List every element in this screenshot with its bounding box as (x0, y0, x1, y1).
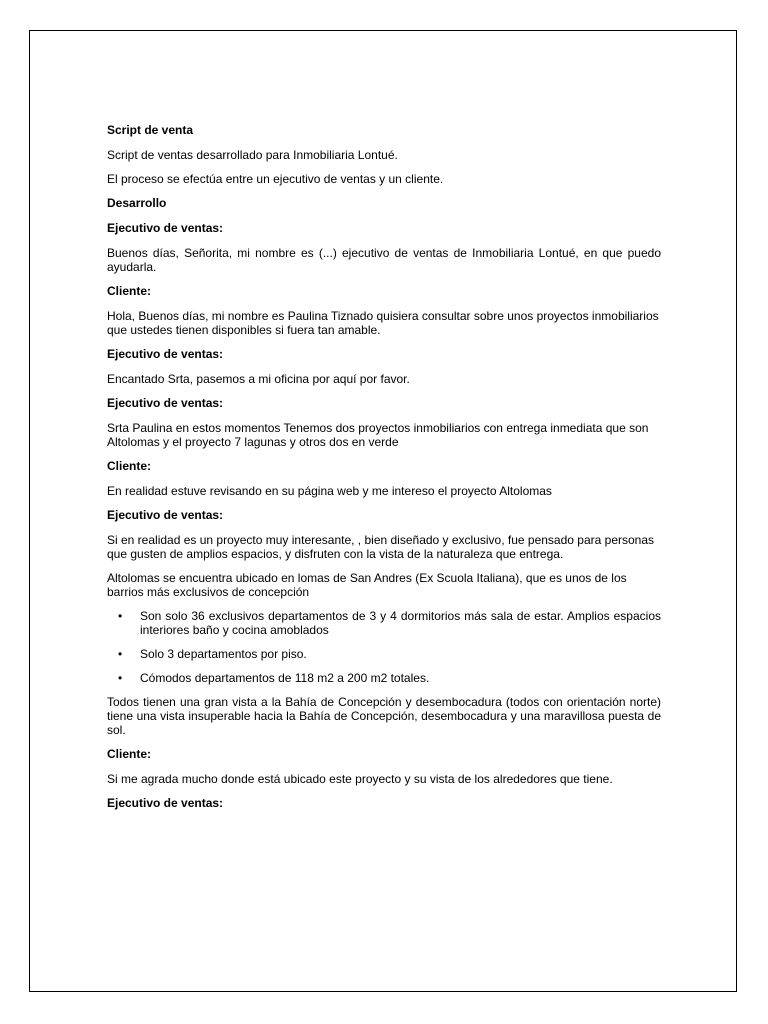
speaker-label: Ejecutivo de ventas: (107, 508, 224, 522)
speaker-label: Ejecutivo de ventas: (107, 347, 224, 361)
speaker-label: Cliente: (107, 284, 152, 298)
list-item-text: Son solo 36 exclusivos departamentos de 3 y 4 dormitorios más sala de estar. Amplios espacios interiores baño y cocina amoblados (140, 609, 661, 637)
speaker-label: Ejecutivo de ventas: (107, 221, 224, 235)
speaker-label: Cliente: (107, 747, 152, 761)
dialogue-text: Si en realidad es un proyecto muy interesante, , bien diseñado y exclusivo, fue pensado para personas que gusten de amplios espacios, y disfruten con la vista de la naturaleza que entrega. (107, 533, 655, 561)
speaker-label: Ejecutivo de ventas: (107, 396, 224, 410)
features-list (107, 609, 661, 685)
speaker-label: Ejecutivo de ventas: (107, 796, 224, 810)
document-title: Script de venta (107, 123, 194, 137)
bullet-icon: • (118, 609, 123, 623)
dialogue-text: Srta Paulina en estos momentos Tenemos dos proyectos inmobiliarios con entrega inmediata que son Altolomas y el proyecto 7 lagunas y otros dos en verde (107, 421, 649, 449)
dialogue-text: Encantado Srta, pasemos a mi oficina por aquí por favor. (107, 372, 410, 386)
list-item (107, 647, 661, 661)
altolomas-paragraph: Altolomas se encuentra ubicado en lomas de San Andres (Ex Scuola Italiana), que es unos de los barrios más exclusivos de concepción (107, 571, 627, 599)
dialogue-text: En realidad estuve revisando en su página web y me intereso el proyecto Altolomas (107, 484, 552, 498)
list-item-text: Solo 3 departamentos por piso. (140, 647, 307, 661)
intro-paragraph-2: El proceso se efectúa entre un ejecutivo de ventas y un cliente. (107, 172, 444, 186)
bullet-icon: • (118, 671, 123, 685)
document-body (107, 123, 661, 821)
list-item-text: Cómodos departamentos de 118 m2 a 200 m2 totales. (140, 671, 430, 685)
list-item (107, 671, 661, 685)
dialogue-text: Buenos días, Señorita, mi nombre es (...) ejecutivo de ventas de Inmobiliaria Lontué, en que puedo ayudarla. (107, 246, 661, 274)
bullet-icon: • (118, 647, 123, 661)
section-heading: Desarrollo (107, 196, 167, 210)
view-paragraph: Todos tienen una gran vista a la Bahía de Concepción y desembocadura (todos con orientación norte) tiene una vista insuperable hacia la Bahía de Concepción, desembocadura y una maravillosa puesta de sol. (107, 695, 661, 737)
dialogue-text: Si me agrada mucho donde está ubicado este proyecto y su vista de los alrededores que tiene. (107, 772, 613, 786)
dialogue-text: Hola, Buenos días, mi nombre es Paulina Tiznado quisiera consultar sobre unos proyectos inmobiliarios que ustedes tienen disponibles si fuera tan amable. (107, 309, 659, 337)
intro-paragraph-1: Script de ventas desarrollado para Inmobiliaria Lontué. (107, 148, 398, 162)
document-page (29, 30, 737, 992)
speaker-label: Cliente: (107, 459, 152, 473)
list-item (107, 609, 661, 637)
